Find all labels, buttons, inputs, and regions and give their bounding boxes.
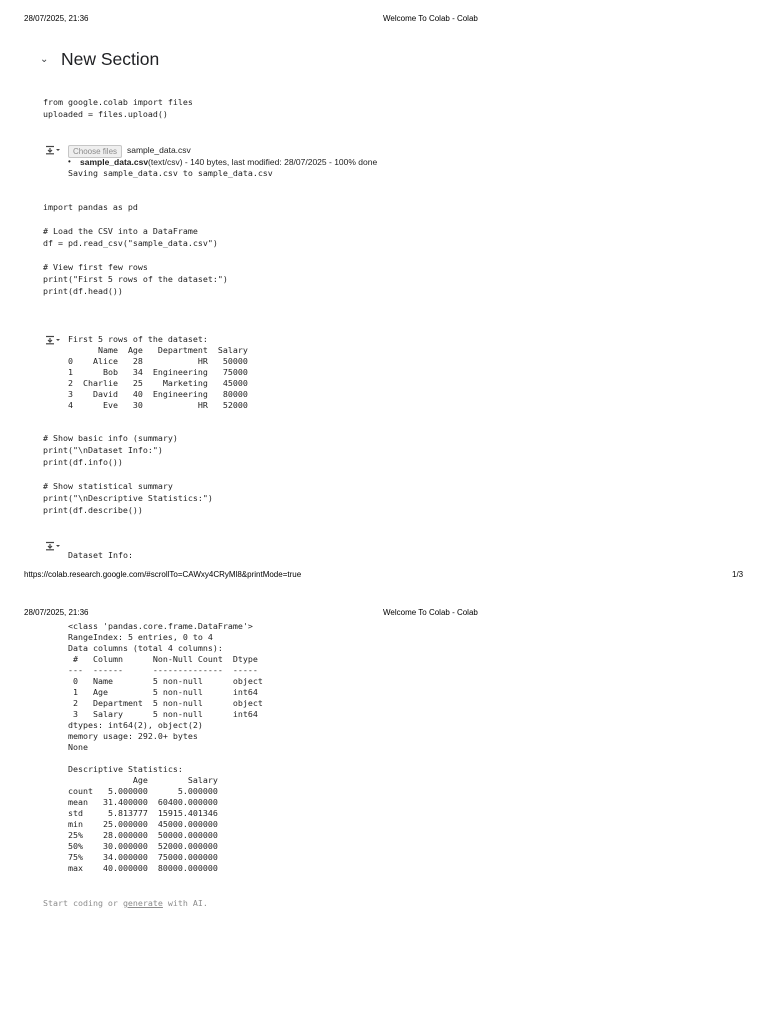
upload-file-meta: (text/csv) - 140 bytes, last modified: 28/07/2025 - 100% done [148, 157, 378, 167]
output-toggle-icon[interactable] [45, 145, 61, 155]
chevron-down-icon[interactable]: ⌄ [40, 54, 49, 65]
upload-file-name: sample_data.csv [80, 157, 149, 167]
generate-link[interactable]: generate [122, 898, 163, 908]
cell-output-info-describe: <class 'pandas.core.frame.DataFrame'> RangeIndex: 5 entries, 0 to 4 Data columns (total 4 columns): # Column Non-Null Count Dtype --- ------ -------------- ----- 0 Name 5 non-null object 1 Age 5 non-null int64 2 Department 5 non-null object 3 Salary 5 non-null int64 dtypes: int64(2), object(2) memory usage: 292.0+ bytes None Descriptive Statistics: Age Salary count 5.000000 5.000000 mean 31.400000 60400.000000 std 5.813777 15915.401346 min 25.000000 45000.000000 25% 28.000000 50000.000000 50% 30.000000 52000.000000 75% 34.000000 75000.000000 max 40.000000 80000.000000 [68, 621, 263, 873]
output-toggle-icon[interactable] [45, 541, 61, 551]
cell-output-head: First 5 rows of the dataset: Name Age Department Salary 0 Alice 28 HR 50000 1 Bob 34 Engineering 75000 2 Charlie 25 Marketing 45000 3 David 40 Engineering 80000 4 Eve 30 HR 52000 [68, 334, 248, 410]
print-header-title-page2: Welcome To Colab - Colab [383, 608, 478, 617]
placeholder-prefix: Start coding or [43, 898, 123, 908]
bullet-icon: • [68, 157, 71, 166]
output-toggle-icon[interactable] [45, 335, 61, 345]
print-header-date-page2: 28/07/2025, 21:36 [24, 608, 89, 617]
upload-status [80, 157, 377, 167]
placeholder-suffix: with AI. [162, 898, 208, 908]
section-title[interactable]: New Section [61, 49, 160, 69]
code-cell-info-describe[interactable]: # Show basic info (summary) print("\nDataset Info:") print(df.info()) # Show statistical summary print("\nDescriptive Statistics:") print(df.describe()) [43, 433, 213, 515]
chosen-file-name: sample_data.csv [127, 145, 191, 155]
choose-files-button[interactable]: Choose files [68, 145, 122, 158]
upload-saving-output: Saving sample_data.csv to sample_data.csv [68, 168, 273, 178]
print-footer-page: 1/3 [732, 570, 744, 579]
print-header-title: Welcome To Colab - Colab [383, 14, 478, 23]
print-header-date: 28/07/2025, 21:36 [24, 14, 89, 23]
cell-output-info-start: Dataset Info: [68, 550, 133, 560]
code-cell-upload[interactable]: from google.colab import files uploaded = files.upload() [43, 97, 193, 119]
code-cell-read-csv[interactable]: import pandas as pd # Load the CSV into a DataFrame df = pd.read_csv("sample_data.csv") # View first few rows print("First 5 rows of the dataset:") print(df.head()) [43, 202, 228, 296]
print-footer-url: https://colab.research.google.com/#scrollTo=CAWxy4CRyMl8&printMode=true [24, 570, 302, 579]
empty-code-cell-placeholder[interactable] [43, 898, 208, 908]
